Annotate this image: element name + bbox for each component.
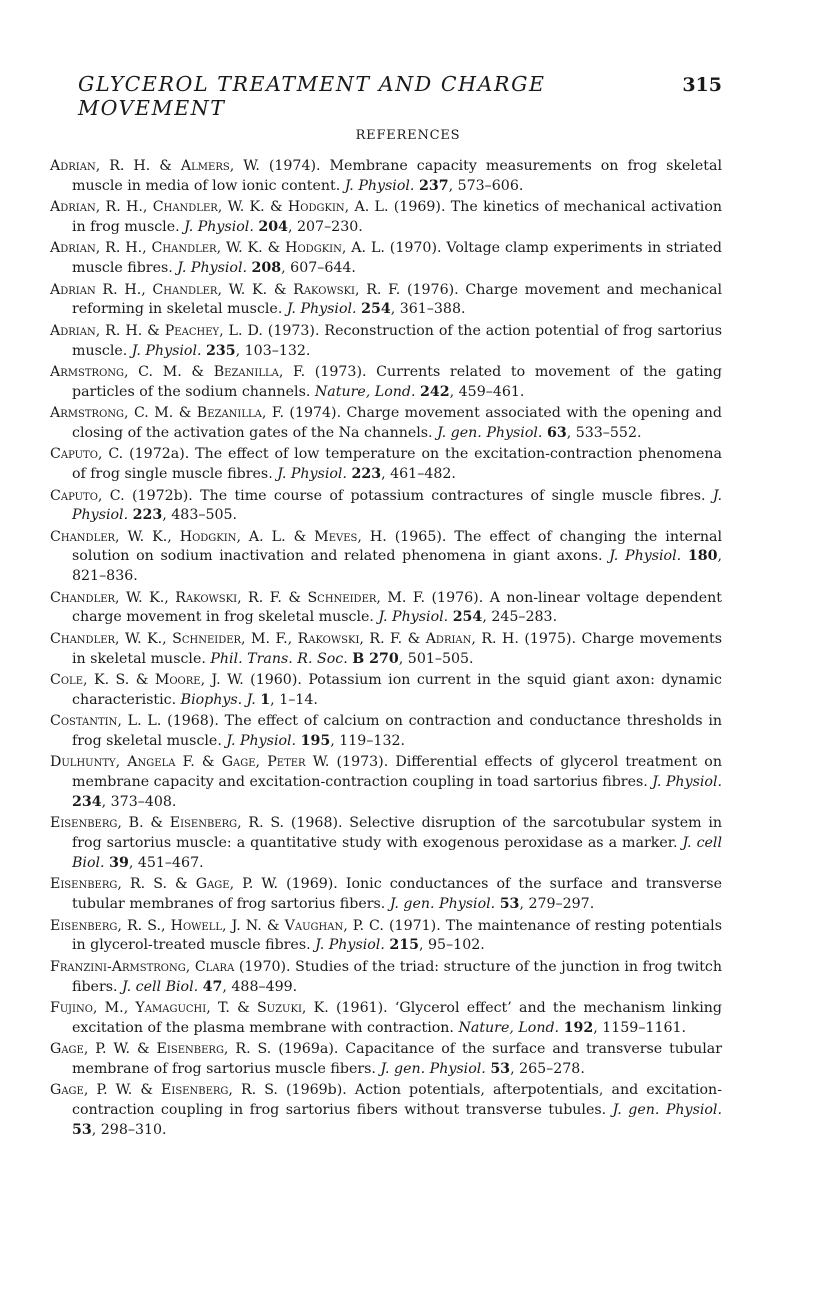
reference-pages: , 501–505.: [398, 650, 474, 667]
reference-entry: [50, 1040, 722, 1080]
reference-authors: Adrian, R. H. & Almers, W.: [50, 158, 260, 174]
reference-authors: Chandler, W. K., Schneider, M. F., Rakowski, R. F. & Adrian, R. H.: [50, 630, 519, 647]
reference-entry: [50, 528, 722, 587]
reference-entry: [50, 487, 722, 527]
reference-entry: [50, 630, 722, 670]
reference-journal: J. Physiol.: [131, 342, 202, 359]
reference-authors: Eisenberg, R. S., Howell, J. N. & Vaughan, P. C.: [50, 917, 384, 934]
reference-entry: [50, 671, 722, 711]
reference-volume: 47: [202, 978, 223, 995]
reference-text: (1970). Studies of the triad: structure of the junction in frog twitch fibers.: [72, 958, 722, 995]
reference-volume: 1: [260, 691, 271, 708]
reference-volume: 223: [351, 466, 382, 483]
reference-authors: Franzini-Armstrong, Clara: [50, 958, 235, 975]
reference-list: [50, 157, 722, 1142]
reference-text: (1976). Charge movement and mechanical reforming in skeletal muscle.: [72, 281, 722, 318]
reference-journal: Phil. Trans. R. Soc.: [210, 650, 348, 667]
reference-pages: , 573–606.: [448, 177, 524, 194]
reference-journal: J. Physiol.: [177, 260, 248, 277]
reference-journal: J. Physiol.: [226, 733, 297, 750]
reference-entry: [50, 198, 722, 238]
reference-volume: 180: [687, 548, 718, 565]
reference-entry: [50, 999, 722, 1039]
reference-volume: 208: [251, 260, 282, 277]
reference-volume: 195: [300, 733, 331, 750]
reference-journal: J. Physiol.: [184, 218, 254, 235]
reference-journal: J. Physiol.: [286, 301, 357, 318]
reference-text: (1970). Voltage clamp experiments in striated muscle fibres.: [72, 240, 722, 277]
reference-pages: , 607–644.: [281, 260, 356, 277]
reference-pages: , 488–499.: [222, 978, 298, 995]
reference-journal: J. Physiol.: [344, 177, 415, 194]
reference-journal: J. gen. Physiol.: [437, 424, 543, 441]
reference-authors: Caputo, C.: [50, 487, 125, 504]
reference-authors: Gage, P. W. & Eisenberg, R. S.: [50, 1041, 272, 1058]
reference-entry: [50, 958, 722, 998]
reference-volume: 237: [418, 177, 449, 194]
reference-entry: [50, 322, 722, 362]
reference-journal: J. gen. Physiol.: [380, 1060, 486, 1077]
reference-entry: [50, 239, 722, 279]
reference-text: (1974). Charge movement associated with the opening and closing of the activation gates of the Na channels.: [72, 405, 722, 441]
page-header: [78, 72, 722, 120]
reference-volume: 215: [389, 937, 419, 954]
reference-journal: J. cell Biol.: [122, 978, 199, 995]
reference-journal: J. Physiol.: [652, 774, 722, 791]
reference-authors: Costantin, L. L.: [50, 713, 162, 730]
reference-pages: , 1–14.: [270, 691, 318, 708]
reference-authors: Adrian, R. H. & Peachey, L. D.: [50, 322, 263, 339]
reference-authors: Armstrong, C. M. & Bezanilla, F.: [50, 405, 284, 422]
reference-text: (1969b). Action potentials, afterpotentials, and excitation-contraction coupling in frog sartorius fibers without transverse tubules.: [72, 1082, 722, 1119]
reference-pages: , 95–102.: [419, 937, 485, 954]
reference-text: (1960). Potassium ion current in the squid giant axon: dynamic characteristic.: [72, 672, 722, 708]
reference-pages: , 451–467.: [128, 855, 204, 871]
reference-volume: 223: [132, 507, 163, 524]
reference-text: (1973). Currents related to movement of the gating particles of the sodium channels.: [72, 363, 722, 400]
reference-journal: J. Physiol.: [277, 466, 347, 483]
reference-entry: [50, 917, 722, 957]
reference-text: (1968). The effect of calcium on contraction and conductance thresholds in frog skeletal muscle.: [72, 713, 722, 750]
reference-pages: , 373–408.: [101, 794, 177, 811]
reference-volume: 192: [563, 1019, 594, 1036]
reference-authors: Eisenberg, R. S. & Gage, P. W.: [50, 876, 279, 893]
reference-journal: J. gen. Physiol.: [389, 896, 496, 913]
reference-authors: Caputo, C.: [50, 446, 124, 463]
reference-volume: 242: [420, 383, 450, 400]
reference-volume: 254: [452, 609, 483, 626]
reference-text: (1976). A non-linear voltage dependent charge movement in frog skeletal muscle.: [72, 589, 722, 626]
reference-pages: , 461–482.: [381, 466, 456, 483]
references-heading: REFERENCES: [355, 128, 461, 143]
reference-pages: , 533–552.: [566, 424, 642, 441]
page-number: 315: [682, 74, 722, 96]
reference-authors: Cole, K. S. & Moore, J. W.: [50, 672, 244, 689]
reference-text: (1969a). Capacitance of the surface and transverse tubular membrane of frog sartorius muscle fibers.: [72, 1041, 722, 1077]
reference-entry: [50, 445, 722, 485]
reference-entry: [50, 712, 722, 752]
reference-journal: J. cell Biol.: [72, 835, 722, 871]
reference-volume: 53: [72, 1121, 92, 1138]
reference-text: (1972b). The time course of potassium contractures of single muscle fibres.: [124, 487, 713, 504]
reference-entry: [50, 753, 722, 812]
reference-journal: J. gen. Physiol.: [612, 1102, 722, 1119]
reference-journal: Nature, Lond.: [314, 383, 416, 400]
reference-volume: 254: [361, 301, 391, 318]
reference-pages: , 279–297.: [519, 896, 595, 913]
reference-text: (1965). The effect of changing the internal solution on sodium inactivation and related phenomena in giant axons.: [72, 528, 722, 565]
reference-pages: , 459–461.: [449, 383, 525, 400]
reference-entry: [50, 157, 722, 197]
reference-authors: Chandler, W. K., Hodgkin, A. L. & Meves, H.: [50, 528, 387, 545]
reference-volume: 39: [109, 855, 129, 871]
reference-entry: [50, 404, 722, 444]
reference-pages: , 1159–1161.: [593, 1019, 687, 1036]
reference-volume: 53: [490, 1060, 511, 1077]
reference-authors: Gage, P. W. & Eisenberg, R. S.: [50, 1082, 278, 1099]
reference-authors: Armstrong, C. M. & Bezanilla, F.: [50, 363, 306, 380]
reference-pages: , 245–283.: [482, 609, 558, 626]
reference-text: (1961). ‘Glycerol effect’ and the mechanism linking excitation of the plasma membrane with contraction.: [72, 999, 722, 1036]
reference-entry: [50, 814, 722, 873]
reference-volume: B 270: [352, 650, 399, 667]
reference-authors: Dulhunty, Angela F. & Gage, Peter W.: [50, 754, 330, 771]
reference-journal: J. Physiol.: [378, 609, 449, 626]
reference-journal: Nature, Lond.: [458, 1019, 560, 1036]
reference-text: (1975). Charge movements in skeletal muscle.: [72, 630, 722, 667]
reference-pages: , 483–505.: [162, 507, 238, 524]
reference-pages: , 119–132.: [330, 733, 406, 750]
reference-entry: [50, 281, 722, 321]
reference-text: (1972a). The effect of low temperature on the excitation-contraction phenomena of frog single muscle fibres.: [72, 446, 722, 483]
reference-entry: [50, 1081, 722, 1140]
reference-authors: Chandler, W. K., Rakowski, R. F. & Schneider, M. F.: [50, 589, 426, 606]
reference-journal: Biophys. J.: [180, 691, 256, 708]
reference-volume: 235: [206, 342, 236, 359]
reference-authors: Adrian R. H., Chandler, W. K. & Rakowski, R. F.: [50, 281, 401, 298]
reference-entry: [50, 589, 722, 629]
reference-text: (1969). Ionic conductances of the surface and transverse tubular membranes of frog sartorius fibers.: [72, 876, 722, 913]
reference-text: (1974). Membrane capacity measurements on frog skeletal muscle in media of low ionic content.: [72, 158, 722, 194]
reference-pages: , 207–230.: [287, 218, 363, 235]
reference-entry: [50, 363, 722, 403]
reference-authors: Adrian, R. H., Chandler, W. K. & Hodgkin, A. L.: [50, 240, 385, 257]
reference-text: (1973). Reconstruction of the action potential of frog sartorius muscle.: [72, 322, 722, 359]
reference-journal: J. Physiol.: [315, 937, 385, 954]
reference-volume: 234: [72, 794, 102, 811]
reference-pages: , 298–310.: [91, 1121, 167, 1138]
reference-volume: 204: [258, 218, 288, 235]
reference-text: (1971). The maintenance of resting potentials in glycerol-treated muscle fibres.: [72, 917, 722, 954]
reference-journal: J. Physiol.: [609, 548, 682, 565]
running-title: GLYCEROL TREATMENT AND CHARGE MOVEMENT: [78, 72, 546, 120]
reference-entry: [50, 875, 722, 915]
reference-text: (1969). The kinetics of mechanical activation in frog muscle.: [72, 199, 722, 235]
reference-text: (1973). Differential effects of glycerol treatment on membrane capacity and excitation-contraction coupling in toad sartorius fibres.: [72, 754, 722, 791]
reference-journal: J. Physiol.: [72, 487, 722, 524]
reference-volume: 53: [499, 896, 520, 913]
reference-authors: Eisenberg, B. & Eisenberg, R. S.: [50, 815, 285, 832]
reference-text: (1968). Selective disruption of the sarcotubular system in frog sartorius muscle: a quantitative study with exogenous peroxidase as a marker.: [72, 815, 722, 852]
reference-authors: Fujino, M., Yamaguchi, T. & Suzuki, K.: [50, 999, 329, 1016]
reference-authors: Adrian, R. H., Chandler, W. K. & Hodgkin, A. L.: [50, 199, 389, 216]
reference-pages: , 361–388.: [390, 301, 466, 318]
reference-pages: , 103–132.: [235, 342, 311, 359]
reference-pages: , 265–278.: [510, 1060, 585, 1077]
reference-pages: , 821–836.: [72, 548, 722, 585]
reference-volume: 63: [546, 424, 567, 441]
